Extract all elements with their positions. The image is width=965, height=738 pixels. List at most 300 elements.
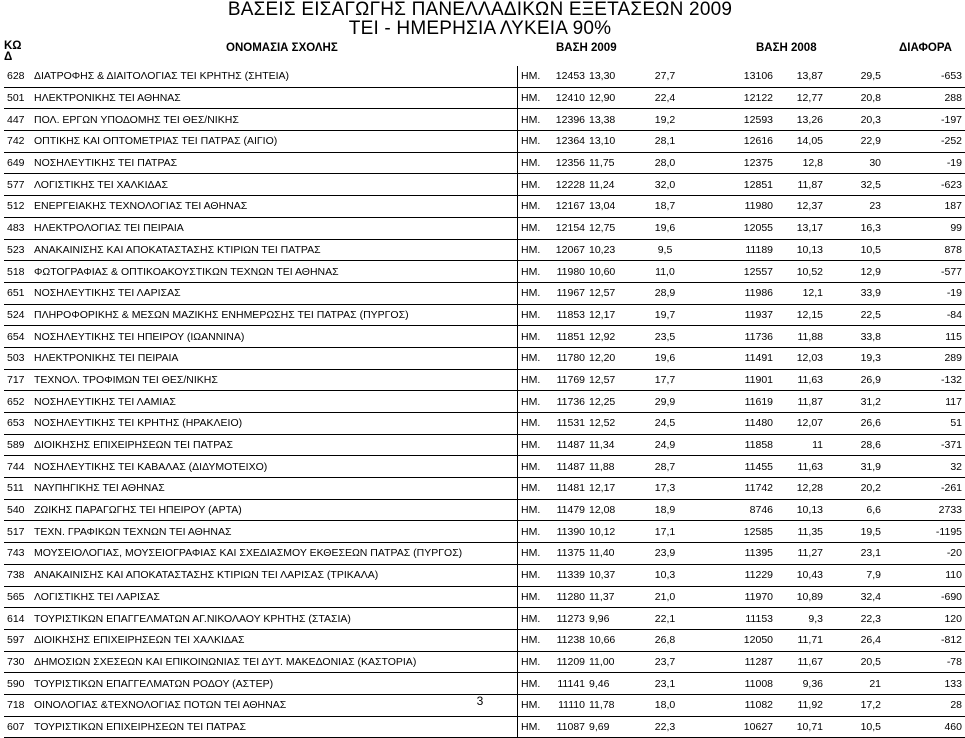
- row-school: ΠΟΛ. ΕΡΓΩΝ ΥΠΟΔΟΜΗΣ ΤΕΙ ΘΕΣ/ΝΙΚΗΣ: [31, 109, 518, 131]
- row-code: 742: [4, 131, 31, 153]
- row-base-2008: 11970: [698, 586, 776, 608]
- row-difference: -261: [884, 478, 965, 500]
- row-rate-2009: 21,0: [632, 586, 698, 608]
- row-school: ΔΙΟΙΚΗΣΗΣ ΕΠΙΧΕΙΡΗΣΕΩΝ ΤΕΙ ΠΑΤΡΑΣ: [31, 434, 518, 456]
- row-code: 730: [4, 651, 31, 673]
- row-type: ΗΜ.: [518, 66, 551, 87]
- row-rate-2009: 17,7: [632, 369, 698, 391]
- row-code: 565: [4, 586, 31, 608]
- row-points-2009: 12,25: [587, 391, 632, 413]
- row-points-2009: 11,78: [587, 694, 632, 716]
- row-difference: 32: [884, 456, 965, 478]
- row-rate-2009: 26,8: [632, 629, 698, 651]
- row-rate-2009: 18,9: [632, 499, 698, 521]
- row-rate-2008: 20,5: [826, 651, 884, 673]
- row-base-2009: 12410: [550, 87, 587, 109]
- row-type: ΗΜ.: [518, 152, 551, 174]
- row-base-2009: 11736: [550, 391, 587, 413]
- row-points-2008: 11,87: [776, 391, 826, 413]
- row-difference: 460: [884, 716, 965, 738]
- row-code: 540: [4, 499, 31, 521]
- row-rate-2008: 33,8: [826, 326, 884, 348]
- row-rate-2009: 22,4: [632, 87, 698, 109]
- row-base-2008: 11736: [698, 326, 776, 348]
- row-points-2009: 10,12: [587, 521, 632, 543]
- row-code: 577: [4, 174, 31, 196]
- row-base-2008: 12055: [698, 217, 776, 239]
- row-points-2008: 12,15: [776, 304, 826, 326]
- row-rate-2009: 18,0: [632, 694, 698, 716]
- row-rate-2009: 28,0: [632, 152, 698, 174]
- row-points-2009: 12,57: [587, 369, 632, 391]
- row-base-2009: 12154: [550, 217, 587, 239]
- row-points-2008: 9,3: [776, 608, 826, 630]
- row-school: ΝΟΣΗΛΕΥΤΙΚΗΣ ΤΕΙ ΛΑΡΙΣΑΣ: [31, 282, 518, 304]
- row-base-2009: 11238: [550, 629, 587, 651]
- row-code: 589: [4, 434, 31, 456]
- table-row: [4, 304, 965, 326]
- row-difference: -653: [884, 66, 965, 87]
- row-points-2008: 13,87: [776, 66, 826, 87]
- row-difference: -1195: [884, 521, 965, 543]
- row-base-2009: 12167: [550, 196, 587, 218]
- row-code: 738: [4, 564, 31, 586]
- row-points-2009: 11,24: [587, 174, 632, 196]
- row-rate-2008: 22,5: [826, 304, 884, 326]
- row-difference: 187: [884, 196, 965, 218]
- row-points-2008: 10,71: [776, 716, 826, 738]
- row-base-2008: 12122: [698, 87, 776, 109]
- row-base-2009: 11280: [550, 586, 587, 608]
- row-rate-2008: 17,2: [826, 694, 884, 716]
- row-points-2009: 13,04: [587, 196, 632, 218]
- table-row: [4, 174, 965, 196]
- table-row: [4, 196, 965, 218]
- row-base-2008: 11455: [698, 456, 776, 478]
- row-points-2008: 12,03: [776, 347, 826, 369]
- row-rate-2009: 17,1: [632, 521, 698, 543]
- table-row: [4, 217, 965, 239]
- header-base-2008: ΒΑΣΗ 2008: [756, 42, 817, 54]
- row-code: 511: [4, 478, 31, 500]
- row-points-2008: 11,63: [776, 456, 826, 478]
- row-code: 518: [4, 261, 31, 283]
- row-type: ΗΜ.: [518, 261, 551, 283]
- row-points-2009: 13,10: [587, 131, 632, 153]
- row-points-2008: 11,63: [776, 369, 826, 391]
- row-rate-2009: 28,1: [632, 131, 698, 153]
- table-row: [4, 391, 965, 413]
- row-code: 743: [4, 543, 31, 565]
- row-rate-2008: 7,9: [826, 564, 884, 586]
- row-points-2008: 12,37: [776, 196, 826, 218]
- row-rate-2009: 28,7: [632, 456, 698, 478]
- row-rate-2008: 30: [826, 152, 884, 174]
- row-type: ΗΜ.: [518, 282, 551, 304]
- table-row: [4, 413, 965, 435]
- row-school: ΗΛΕΚΤΡΟΝΙΚΗΣ ΤΕΙ ΑΘΗΝΑΣ: [31, 87, 518, 109]
- row-difference: 51: [884, 413, 965, 435]
- row-school: ΛΟΓΙΣΤΙΚΗΣ ΤΕΙ ΛΑΡΙΣΑΣ: [31, 586, 518, 608]
- row-type: ΗΜ.: [518, 174, 551, 196]
- table-row: [4, 369, 965, 391]
- row-rate-2009: 22,3: [632, 716, 698, 738]
- table-row: [4, 326, 965, 348]
- row-type: ΗΜ.: [518, 629, 551, 651]
- row-base-2008: 12557: [698, 261, 776, 283]
- row-difference: -197: [884, 109, 965, 131]
- row-school: ΝΟΣΗΛΕΥΤΙΚΗΣ ΤΕΙ ΚΑΒΑΛΑΣ (ΔΙΔΥΜΟΤΕΙΧΟ): [31, 456, 518, 478]
- row-base-2008: 11229: [698, 564, 776, 586]
- row-points-2009: 12,75: [587, 217, 632, 239]
- row-type: ΗΜ.: [518, 391, 551, 413]
- row-type: ΗΜ.: [518, 521, 551, 543]
- row-points-2009: 11,88: [587, 456, 632, 478]
- row-base-2008: 8746: [698, 499, 776, 521]
- row-code: 607: [4, 716, 31, 738]
- row-rate-2008: 16,3: [826, 217, 884, 239]
- row-type: ΗΜ.: [518, 608, 551, 630]
- table-row: [4, 478, 965, 500]
- row-rate-2008: 31,2: [826, 391, 884, 413]
- row-rate-2009: 23,9: [632, 543, 698, 565]
- row-rate-2008: 23,1: [826, 543, 884, 565]
- row-points-2009: 11,75: [587, 152, 632, 174]
- row-base-2008: 12375: [698, 152, 776, 174]
- row-base-2008: 10627: [698, 716, 776, 738]
- results-table: [4, 66, 965, 738]
- row-points-2009: 11,34: [587, 434, 632, 456]
- row-base-2009: 12356: [550, 152, 587, 174]
- row-base-2009: 12396: [550, 109, 587, 131]
- row-base-2009: 11487: [550, 434, 587, 456]
- page-title: ΒΑΣΕΙΣ ΕΙΣΑΓΩΓΗΣ ΠΑΝΕΛΛΑΔΙΚΩΝ ΕΞΕΤΑΣΕΩΝ 2009: [227, 0, 733, 20]
- row-base-2009: 11110: [550, 694, 587, 716]
- row-points-2008: 10,52: [776, 261, 826, 283]
- row-base-2009: 11087: [550, 716, 587, 738]
- row-difference: 120: [884, 608, 965, 630]
- row-points-2009: 12,90: [587, 87, 632, 109]
- row-type: ΗΜ.: [518, 694, 551, 716]
- row-difference: 115: [884, 326, 965, 348]
- table-row: [4, 521, 965, 543]
- row-difference: 2733: [884, 499, 965, 521]
- row-difference: 133: [884, 673, 965, 695]
- row-base-2008: 11742: [698, 478, 776, 500]
- row-base-2009: 11780: [550, 347, 587, 369]
- table-row: [4, 434, 965, 456]
- row-type: ΗΜ.: [518, 304, 551, 326]
- row-type: ΗΜ.: [518, 413, 551, 435]
- row-base-2008: 11619: [698, 391, 776, 413]
- row-type: ΗΜ.: [518, 673, 551, 695]
- row-rate-2009: 32,0: [632, 174, 698, 196]
- row-points-2008: 14,05: [776, 131, 826, 153]
- row-rate-2009: 19,6: [632, 217, 698, 239]
- row-difference: 288: [884, 87, 965, 109]
- row-points-2008: 10,89: [776, 586, 826, 608]
- row-rate-2008: 10,5: [826, 716, 884, 738]
- row-points-2008: 10,13: [776, 499, 826, 521]
- table-row: [4, 87, 965, 109]
- row-code: 718: [4, 694, 31, 716]
- row-code: 652: [4, 391, 31, 413]
- row-base-2008: 11480: [698, 413, 776, 435]
- row-difference: -78: [884, 651, 965, 673]
- row-school: ΝΟΣΗΛΕΥΤΙΚΗΣ ΤΕΙ ΗΠΕΙΡΟΥ (ΙΩΑΝΝΙΝΑ): [31, 326, 518, 348]
- row-points-2009: 9,46: [587, 673, 632, 695]
- row-points-2009: 13,38: [587, 109, 632, 131]
- table-row: [4, 109, 965, 131]
- row-rate-2009: 9,5: [632, 239, 698, 261]
- row-points-2009: 11,00: [587, 651, 632, 673]
- row-rate-2008: 22,3: [826, 608, 884, 630]
- row-base-2009: 11967: [550, 282, 587, 304]
- row-base-2009: 11853: [550, 304, 587, 326]
- row-rate-2008: 19,5: [826, 521, 884, 543]
- row-points-2009: 12,52: [587, 413, 632, 435]
- row-type: ΗΜ.: [518, 109, 551, 131]
- row-type: ΗΜ.: [518, 456, 551, 478]
- row-points-2008: 12,8: [776, 152, 826, 174]
- row-rate-2009: 19,2: [632, 109, 698, 131]
- table-row: [4, 152, 965, 174]
- row-rate-2009: 18,7: [632, 196, 698, 218]
- row-rate-2009: 11,0: [632, 261, 698, 283]
- row-rate-2008: 23: [826, 196, 884, 218]
- row-rate-2009: 17,3: [632, 478, 698, 500]
- row-school: ΤΕΧΝ. ΓΡΑΦΙΚΩΝ ΤΕΧΝΩΝ ΤΕΙ ΑΘΗΝΑΣ: [31, 521, 518, 543]
- row-rate-2008: 19,3: [826, 347, 884, 369]
- row-school: ΖΩΙΚΗΣ ΠΑΡΑΓΩΓΗΣ ΤΕΙ ΗΠΕΙΡΟΥ (ΑΡΤΑ): [31, 499, 518, 521]
- row-points-2008: 10,13: [776, 239, 826, 261]
- row-base-2008: 11189: [698, 239, 776, 261]
- row-rate-2008: 20,8: [826, 87, 884, 109]
- row-school: ΝΟΣΗΛΕΥΤΙΚΗΣ ΤΕΙ ΚΡΗΤΗΣ (ΗΡΑΚΛΕΙΟ): [31, 413, 518, 435]
- row-school: ΠΛΗΡΟΦΟΡΙΚΗΣ & ΜΕΣΩΝ ΜΑΖΙΚΗΣ ΕΝΗΜΕΡΩΣΗΣ ΤΕΙ ΠΑΤΡΑΣ (ΠΥΡΓΟΣ): [31, 304, 518, 326]
- row-difference: -132: [884, 369, 965, 391]
- page-number: 3: [476, 694, 484, 708]
- row-code: 614: [4, 608, 31, 630]
- row-rate-2009: 24,9: [632, 434, 698, 456]
- row-type: ΗΜ.: [518, 196, 551, 218]
- row-points-2009: 11,37: [587, 586, 632, 608]
- row-type: ΗΜ.: [518, 239, 551, 261]
- row-type: ΗΜ.: [518, 651, 551, 673]
- row-base-2008: 11287: [698, 651, 776, 673]
- row-points-2008: 9,36: [776, 673, 826, 695]
- row-points-2009: 12,92: [587, 326, 632, 348]
- row-base-2009: 11209: [550, 651, 587, 673]
- row-rate-2008: 32,5: [826, 174, 884, 196]
- row-difference: -577: [884, 261, 965, 283]
- row-school: ΛΟΓΙΣΤΙΚΗΣ ΤΕΙ ΧΑΛΚΙΔΑΣ: [31, 174, 518, 196]
- row-school: ΟΙΝΟΛΟΓΙΑΣ &ΤΕΧΝΟΛΟΓΙΑΣ ΠΟΤΩΝ ΤΕΙ ΑΘΗΝΑΣ: [31, 694, 518, 716]
- row-points-2008: 12,1: [776, 282, 826, 304]
- row-code: 744: [4, 456, 31, 478]
- header-code-line1: ΚΩ: [4, 40, 22, 52]
- row-rate-2008: 21: [826, 673, 884, 695]
- header-school: ΟΝΟΜΑΣΙΑ ΣΧΟΛΗΣ: [226, 42, 338, 54]
- row-code: 512: [4, 196, 31, 218]
- row-base-2009: 11487: [550, 456, 587, 478]
- row-code: 717: [4, 369, 31, 391]
- row-points-2008: 11,88: [776, 326, 826, 348]
- row-base-2009: 11980: [550, 261, 587, 283]
- row-type: ΗΜ.: [518, 478, 551, 500]
- row-rate-2008: 31,9: [826, 456, 884, 478]
- row-type: ΗΜ.: [518, 326, 551, 348]
- row-rate-2008: 12,9: [826, 261, 884, 283]
- row-difference: -371: [884, 434, 965, 456]
- row-school: ΤΕΧΝΟΛ. ΤΡΟΦΙΜΩΝ ΤΕΙ ΘΕΣ/ΝΙΚΗΣ: [31, 369, 518, 391]
- table-row: [4, 499, 965, 521]
- row-rate-2008: 32,4: [826, 586, 884, 608]
- row-rate-2009: 28,9: [632, 282, 698, 304]
- row-rate-2009: 10,3: [632, 564, 698, 586]
- row-rate-2008: 28,6: [826, 434, 884, 456]
- row-code: 628: [4, 66, 31, 87]
- row-code: 447: [4, 109, 31, 131]
- row-difference: 110: [884, 564, 965, 586]
- table-row: [4, 347, 965, 369]
- row-base-2009: 11479: [550, 499, 587, 521]
- row-type: ΗΜ.: [518, 434, 551, 456]
- row-school: ΗΛΕΚΤΡΟΛΟΓΙΑΣ ΤΕΙ ΠΕΙΡΑΙΑ: [31, 217, 518, 239]
- row-rate-2008: 10,5: [826, 239, 884, 261]
- row-points-2008: 11,67: [776, 651, 826, 673]
- row-code: 597: [4, 629, 31, 651]
- row-points-2009: 10,37: [587, 564, 632, 586]
- row-base-2008: 12616: [698, 131, 776, 153]
- table-row: [4, 543, 965, 565]
- table-row: [4, 261, 965, 283]
- row-points-2008: 11,27: [776, 543, 826, 565]
- row-points-2009: 12,08: [587, 499, 632, 521]
- row-school: ΕΝΕΡΓΕΙΑΚΗΣ ΤΕΧΝΟΛΟΓΙΑΣ ΤΕΙ ΑΘΗΝΑΣ: [31, 196, 518, 218]
- row-base-2009: 11273: [550, 608, 587, 630]
- row-base-2008: 11491: [698, 347, 776, 369]
- row-base-2009: 11769: [550, 369, 587, 391]
- row-points-2009: 9,96: [587, 608, 632, 630]
- row-points-2008: 12,07: [776, 413, 826, 435]
- row-code: 501: [4, 87, 31, 109]
- row-school: ΝΑΥΠΗΓΙΚΗΣ ΤΕΙ ΑΘΗΝΑΣ: [31, 478, 518, 500]
- row-difference: -690: [884, 586, 965, 608]
- row-difference: -19: [884, 152, 965, 174]
- page-subtitle: TEI - ΗΜΕΡΗΣΙΑ ΛΥΚΕΙΑ 90%: [348, 18, 612, 39]
- row-code: 653: [4, 413, 31, 435]
- row-base-2009: 11390: [550, 521, 587, 543]
- row-difference: -20: [884, 543, 965, 565]
- header-code-line2: Δ: [4, 51, 13, 63]
- row-base-2008: 11858: [698, 434, 776, 456]
- row-base-2009: 12228: [550, 174, 587, 196]
- table-row: [4, 239, 965, 261]
- row-rate-2008: 26,9: [826, 369, 884, 391]
- row-type: ΗΜ.: [518, 564, 551, 586]
- row-points-2008: 13,17: [776, 217, 826, 239]
- row-base-2008: 12050: [698, 629, 776, 651]
- row-base-2008: 11986: [698, 282, 776, 304]
- row-difference: 99: [884, 217, 965, 239]
- row-points-2008: 12,77: [776, 87, 826, 109]
- row-code: 651: [4, 282, 31, 304]
- row-type: ΗΜ.: [518, 347, 551, 369]
- row-rate-2008: 26,4: [826, 629, 884, 651]
- row-base-2009: 11481: [550, 478, 587, 500]
- table-row: [4, 131, 965, 153]
- row-difference: 878: [884, 239, 965, 261]
- row-rate-2008: 33,9: [826, 282, 884, 304]
- row-type: ΗΜ.: [518, 543, 551, 565]
- row-points-2008: 10,43: [776, 564, 826, 586]
- row-points-2009: 12,17: [587, 478, 632, 500]
- row-base-2008: 12585: [698, 521, 776, 543]
- table-row: [4, 608, 965, 630]
- row-points-2008: 11,71: [776, 629, 826, 651]
- row-type: ΗΜ.: [518, 217, 551, 239]
- row-difference: 289: [884, 347, 965, 369]
- row-type: ΗΜ.: [518, 131, 551, 153]
- row-difference: 117: [884, 391, 965, 413]
- row-base-2009: 12067: [550, 239, 587, 261]
- row-points-2009: 11,40: [587, 543, 632, 565]
- row-points-2009: 12,17: [587, 304, 632, 326]
- row-type: ΗΜ.: [518, 499, 551, 521]
- row-points-2008: 11,35: [776, 521, 826, 543]
- row-base-2008: 11937: [698, 304, 776, 326]
- row-school: ΑΝΑΚΑΙΝΙΣΗΣ ΚΑΙ ΑΠΟΚΑΤΑΣΤΑΣΗΣ ΚΤΙΡΙΩΝ ΤΕΙ ΠΑΤΡΑΣ: [31, 239, 518, 261]
- row-school: ΔΙΟΙΚΗΣΗΣ ΕΠΙΧΕΙΡΗΣΕΩΝ ΤΕΙ ΧΑΛΚΙΔΑΣ: [31, 629, 518, 651]
- header-code: [4, 41, 22, 63]
- row-difference: -19: [884, 282, 965, 304]
- row-rate-2009: 19,6: [632, 347, 698, 369]
- row-points-2009: 13,30: [587, 66, 632, 87]
- row-type: ΗΜ.: [518, 586, 551, 608]
- row-base-2009: 11375: [550, 543, 587, 565]
- row-rate-2009: 22,1: [632, 608, 698, 630]
- row-points-2008: 11,87: [776, 174, 826, 196]
- row-school: ΟΠΤΙΚΗΣ ΚΑΙ ΟΠΤΟΜΕΤΡΙΑΣ ΤΕΙ ΠΑΤΡΑΣ (ΑΙΓΙΟ): [31, 131, 518, 153]
- table-row: [4, 586, 965, 608]
- row-school: ΤΟΥΡΙΣΤΙΚΩΝ ΕΠΙΧΕΙΡΗΣΕΩΝ ΤΕΙ ΠΑΤΡΑΣ: [31, 716, 518, 738]
- table-row: [4, 66, 965, 87]
- row-difference: -812: [884, 629, 965, 651]
- row-rate-2008: 6,6: [826, 499, 884, 521]
- table-row: [4, 651, 965, 673]
- row-school: ΗΛΕΚΤΡΟΝΙΚΗΣ ΤΕΙ ΠΕΙΡΑΙΑ: [31, 347, 518, 369]
- row-base-2009: 11531: [550, 413, 587, 435]
- row-rate-2008: 26,6: [826, 413, 884, 435]
- row-school: ΝΟΣΗΛΕΥΤΙΚΗΣ ΤΕΙ ΛΑΜΙΑΣ: [31, 391, 518, 413]
- row-points-2009: 12,20: [587, 347, 632, 369]
- row-points-2009: 12,57: [587, 282, 632, 304]
- row-code: 523: [4, 239, 31, 261]
- row-points-2009: 9,69: [587, 716, 632, 738]
- row-rate-2009: 29,9: [632, 391, 698, 413]
- row-type: ΗΜ.: [518, 369, 551, 391]
- row-points-2008: 11,92: [776, 694, 826, 716]
- row-rate-2009: 24,5: [632, 413, 698, 435]
- row-base-2008: 11082: [698, 694, 776, 716]
- table-row: [4, 673, 965, 695]
- row-rate-2008: 20,2: [826, 478, 884, 500]
- row-difference: -623: [884, 174, 965, 196]
- row-school: ΜΟΥΣΕΙΟΛΟΓΙΑΣ, ΜΟΥΣΕΙΟΓΡΑΦΙΑΣ ΚΑΙ ΣΧΕΔΙΑΣΜΟΥ ΕΚΘΕΣΕΩΝ ΠΑΤΡΑΣ (ΠΥΡΓΟΣ): [31, 543, 518, 565]
- row-school: ΤΟΥΡΙΣΤΙΚΩΝ ΕΠΑΓΓΕΛΜΑΤΩΝ ΑΓ.ΝΙΚΟΛΑΟΥ ΚΡΗΤΗΣ (ΣΤΑΣΙΑ): [31, 608, 518, 630]
- row-base-2009: 11339: [550, 564, 587, 586]
